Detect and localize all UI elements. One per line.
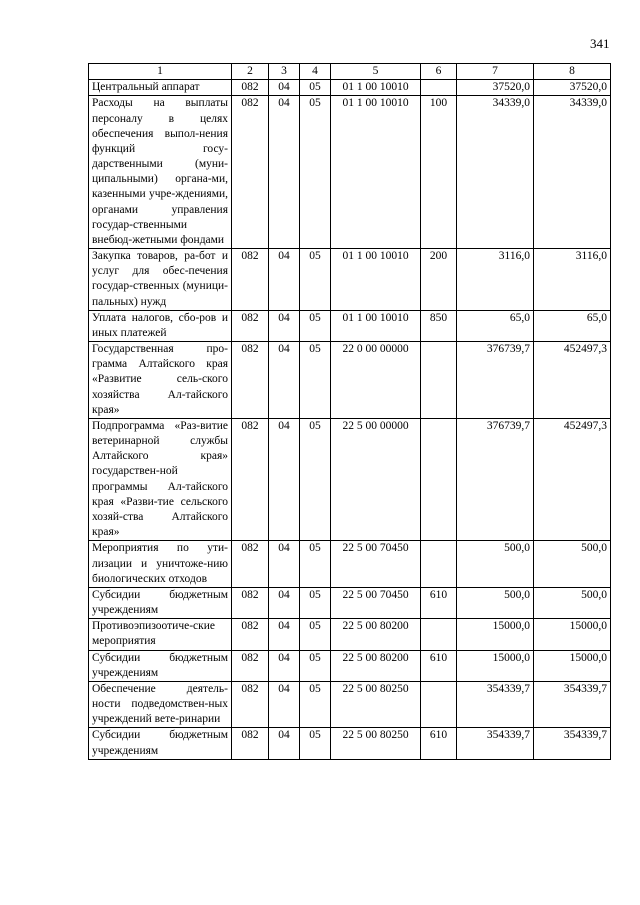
- expense-type-code: [421, 342, 457, 419]
- amount-col-8: 354339,7: [534, 681, 611, 728]
- header-row: [89, 64, 611, 80]
- table-row: [89, 541, 611, 588]
- amount-col-7: 354339,7: [457, 728, 534, 759]
- subsection-code: 05: [300, 96, 331, 249]
- ministry-code: 082: [232, 619, 269, 650]
- row-name: Расходы на выплаты персоналу в целях обеспечения выпол-нения функций госу-дарственными (муни-ципальными) органа-ми, казенными учре-ждениями, органами управления государ-ственными внебюд-жетными фондами: [89, 96, 232, 249]
- row-name: Уплата налогов, сбо-ров и иных платежей: [89, 310, 232, 341]
- ministry-code: 082: [232, 418, 269, 540]
- amount-col-8: 15000,0: [534, 650, 611, 681]
- header-col-7: 7: [457, 64, 534, 80]
- amount-col-8: 500,0: [534, 541, 611, 588]
- target-code: 22 5 00 80250: [331, 681, 421, 728]
- section-code: 04: [269, 342, 300, 419]
- header-col-1: 1: [89, 64, 232, 80]
- table-row: [89, 619, 611, 650]
- table-row: [89, 418, 611, 540]
- amount-col-8: 452497,3: [534, 342, 611, 419]
- section-code: 04: [269, 650, 300, 681]
- expense-type-code: 610: [421, 728, 457, 759]
- subsection-code: 05: [300, 418, 331, 540]
- row-name: Закупка товаров, ра-бот и услуг для обес-печения государ-ственных (муници-пальных) нужд: [89, 249, 232, 311]
- ministry-code: 082: [232, 310, 269, 341]
- amount-col-8: 3116,0: [534, 249, 611, 311]
- section-code: 04: [269, 310, 300, 341]
- target-code: 22 5 00 70450: [331, 587, 421, 618]
- amount-col-7: 500,0: [457, 541, 534, 588]
- header-col-4: 4: [300, 64, 331, 80]
- table-row: [89, 96, 611, 249]
- subsection-code: 05: [300, 249, 331, 311]
- row-name: Государственная про-грамма Алтайского края «Развитие сель-ского хозяйства Ал-тайского края»: [89, 342, 232, 419]
- expense-type-code: [421, 541, 457, 588]
- amount-col-8: 65,0: [534, 310, 611, 341]
- header-col-6: 6: [421, 64, 457, 80]
- subsection-code: 05: [300, 728, 331, 759]
- amount-col-7: 376739,7: [457, 418, 534, 540]
- target-code: 22 5 00 80250: [331, 728, 421, 759]
- amount-col-8: 354339,7: [534, 728, 611, 759]
- expense-type-code: 850: [421, 310, 457, 341]
- ministry-code: 082: [232, 80, 269, 96]
- row-name: Субсидии бюджетным учреждениям: [89, 728, 232, 759]
- header-col-8: 8: [534, 64, 611, 80]
- amount-col-8: 500,0: [534, 587, 611, 618]
- section-code: 04: [269, 587, 300, 618]
- ministry-code: 082: [232, 541, 269, 588]
- table-row: [89, 342, 611, 419]
- section-code: 04: [269, 681, 300, 728]
- amount-col-7: 3116,0: [457, 249, 534, 311]
- expense-type-code: [421, 418, 457, 540]
- expense-type-code: 100: [421, 96, 457, 249]
- ministry-code: 082: [232, 681, 269, 728]
- row-name: Мероприятия по ути-лизации и уничтоже-нию биологических отходов: [89, 541, 232, 588]
- header-col-3: 3: [269, 64, 300, 80]
- table-row: [89, 650, 611, 681]
- amount-col-7: 376739,7: [457, 342, 534, 419]
- section-code: 04: [269, 728, 300, 759]
- amount-col-7: 37520,0: [457, 80, 534, 96]
- target-code: 01 1 00 10010: [331, 310, 421, 341]
- section-code: 04: [269, 96, 300, 249]
- expense-type-code: [421, 619, 457, 650]
- table-row: [89, 587, 611, 618]
- amount-col-8: 452497,3: [534, 418, 611, 540]
- target-code: 22 5 00 00000: [331, 418, 421, 540]
- table-row: [89, 249, 611, 311]
- row-name: Центральный аппарат: [89, 80, 232, 96]
- table-row: [89, 681, 611, 728]
- section-code: 04: [269, 541, 300, 588]
- table-row: [89, 310, 611, 341]
- amount-col-7: 15000,0: [457, 619, 534, 650]
- section-code: 04: [269, 619, 300, 650]
- expense-type-code: [421, 80, 457, 96]
- subsection-code: 05: [300, 80, 331, 96]
- section-code: 04: [269, 249, 300, 311]
- subsection-code: 05: [300, 541, 331, 588]
- header-col-2: 2: [232, 64, 269, 80]
- subsection-code: 05: [300, 342, 331, 419]
- target-code: 01 1 00 10010: [331, 96, 421, 249]
- target-code: 01 1 00 10010: [331, 249, 421, 311]
- ministry-code: 082: [232, 587, 269, 618]
- expense-type-code: [421, 681, 457, 728]
- row-name: Субсидии бюджетным учреждениям: [89, 587, 232, 618]
- amount-col-7: 15000,0: [457, 650, 534, 681]
- ministry-code: 082: [232, 342, 269, 419]
- amount-col-8: 37520,0: [534, 80, 611, 96]
- header-col-5: 5: [331, 64, 421, 80]
- ministry-code: 082: [232, 96, 269, 249]
- subsection-code: 05: [300, 619, 331, 650]
- amount-col-7: 34339,0: [457, 96, 534, 249]
- row-name: Обеспечение деятель-ности подведомствен-ных учреждений вете-ринарии: [89, 681, 232, 728]
- expense-type-code: 610: [421, 650, 457, 681]
- subsection-code: 05: [300, 650, 331, 681]
- row-name: Субсидии бюджетным учреждениям: [89, 650, 232, 681]
- table-row: [89, 80, 611, 96]
- subsection-code: 05: [300, 681, 331, 728]
- row-name: Противоэпизоотиче-ские мероприятия: [89, 619, 232, 650]
- target-code: 22 5 00 80200: [331, 650, 421, 681]
- target-code: 22 0 00 00000: [331, 342, 421, 419]
- ministry-code: 082: [232, 249, 269, 311]
- expense-type-code: 610: [421, 587, 457, 618]
- table-row: [89, 728, 611, 759]
- section-code: 04: [269, 80, 300, 96]
- amount-col-7: 65,0: [457, 310, 534, 341]
- ministry-code: 082: [232, 728, 269, 759]
- amount-col-8: 34339,0: [534, 96, 611, 249]
- target-code: 01 1 00 10010: [331, 80, 421, 96]
- amount-col-7: 354339,7: [457, 681, 534, 728]
- row-name: Подпрограмма «Раз-витие ветеринарной службы Алтайского края» государствен-ной программы Ал-тайского края «Разви-тие сельского хозяй-ства Алтайского края»: [89, 418, 232, 540]
- page-number: 341: [590, 36, 610, 51]
- amount-col-8: 15000,0: [534, 619, 611, 650]
- target-code: 22 5 00 80200: [331, 619, 421, 650]
- expense-type-code: 200: [421, 249, 457, 311]
- target-code: 22 5 00 70450: [331, 541, 421, 588]
- ministry-code: 082: [232, 650, 269, 681]
- budget-table: [88, 63, 611, 760]
- subsection-code: 05: [300, 587, 331, 618]
- subsection-code: 05: [300, 310, 331, 341]
- section-code: 04: [269, 418, 300, 540]
- amount-col-7: 500,0: [457, 587, 534, 618]
